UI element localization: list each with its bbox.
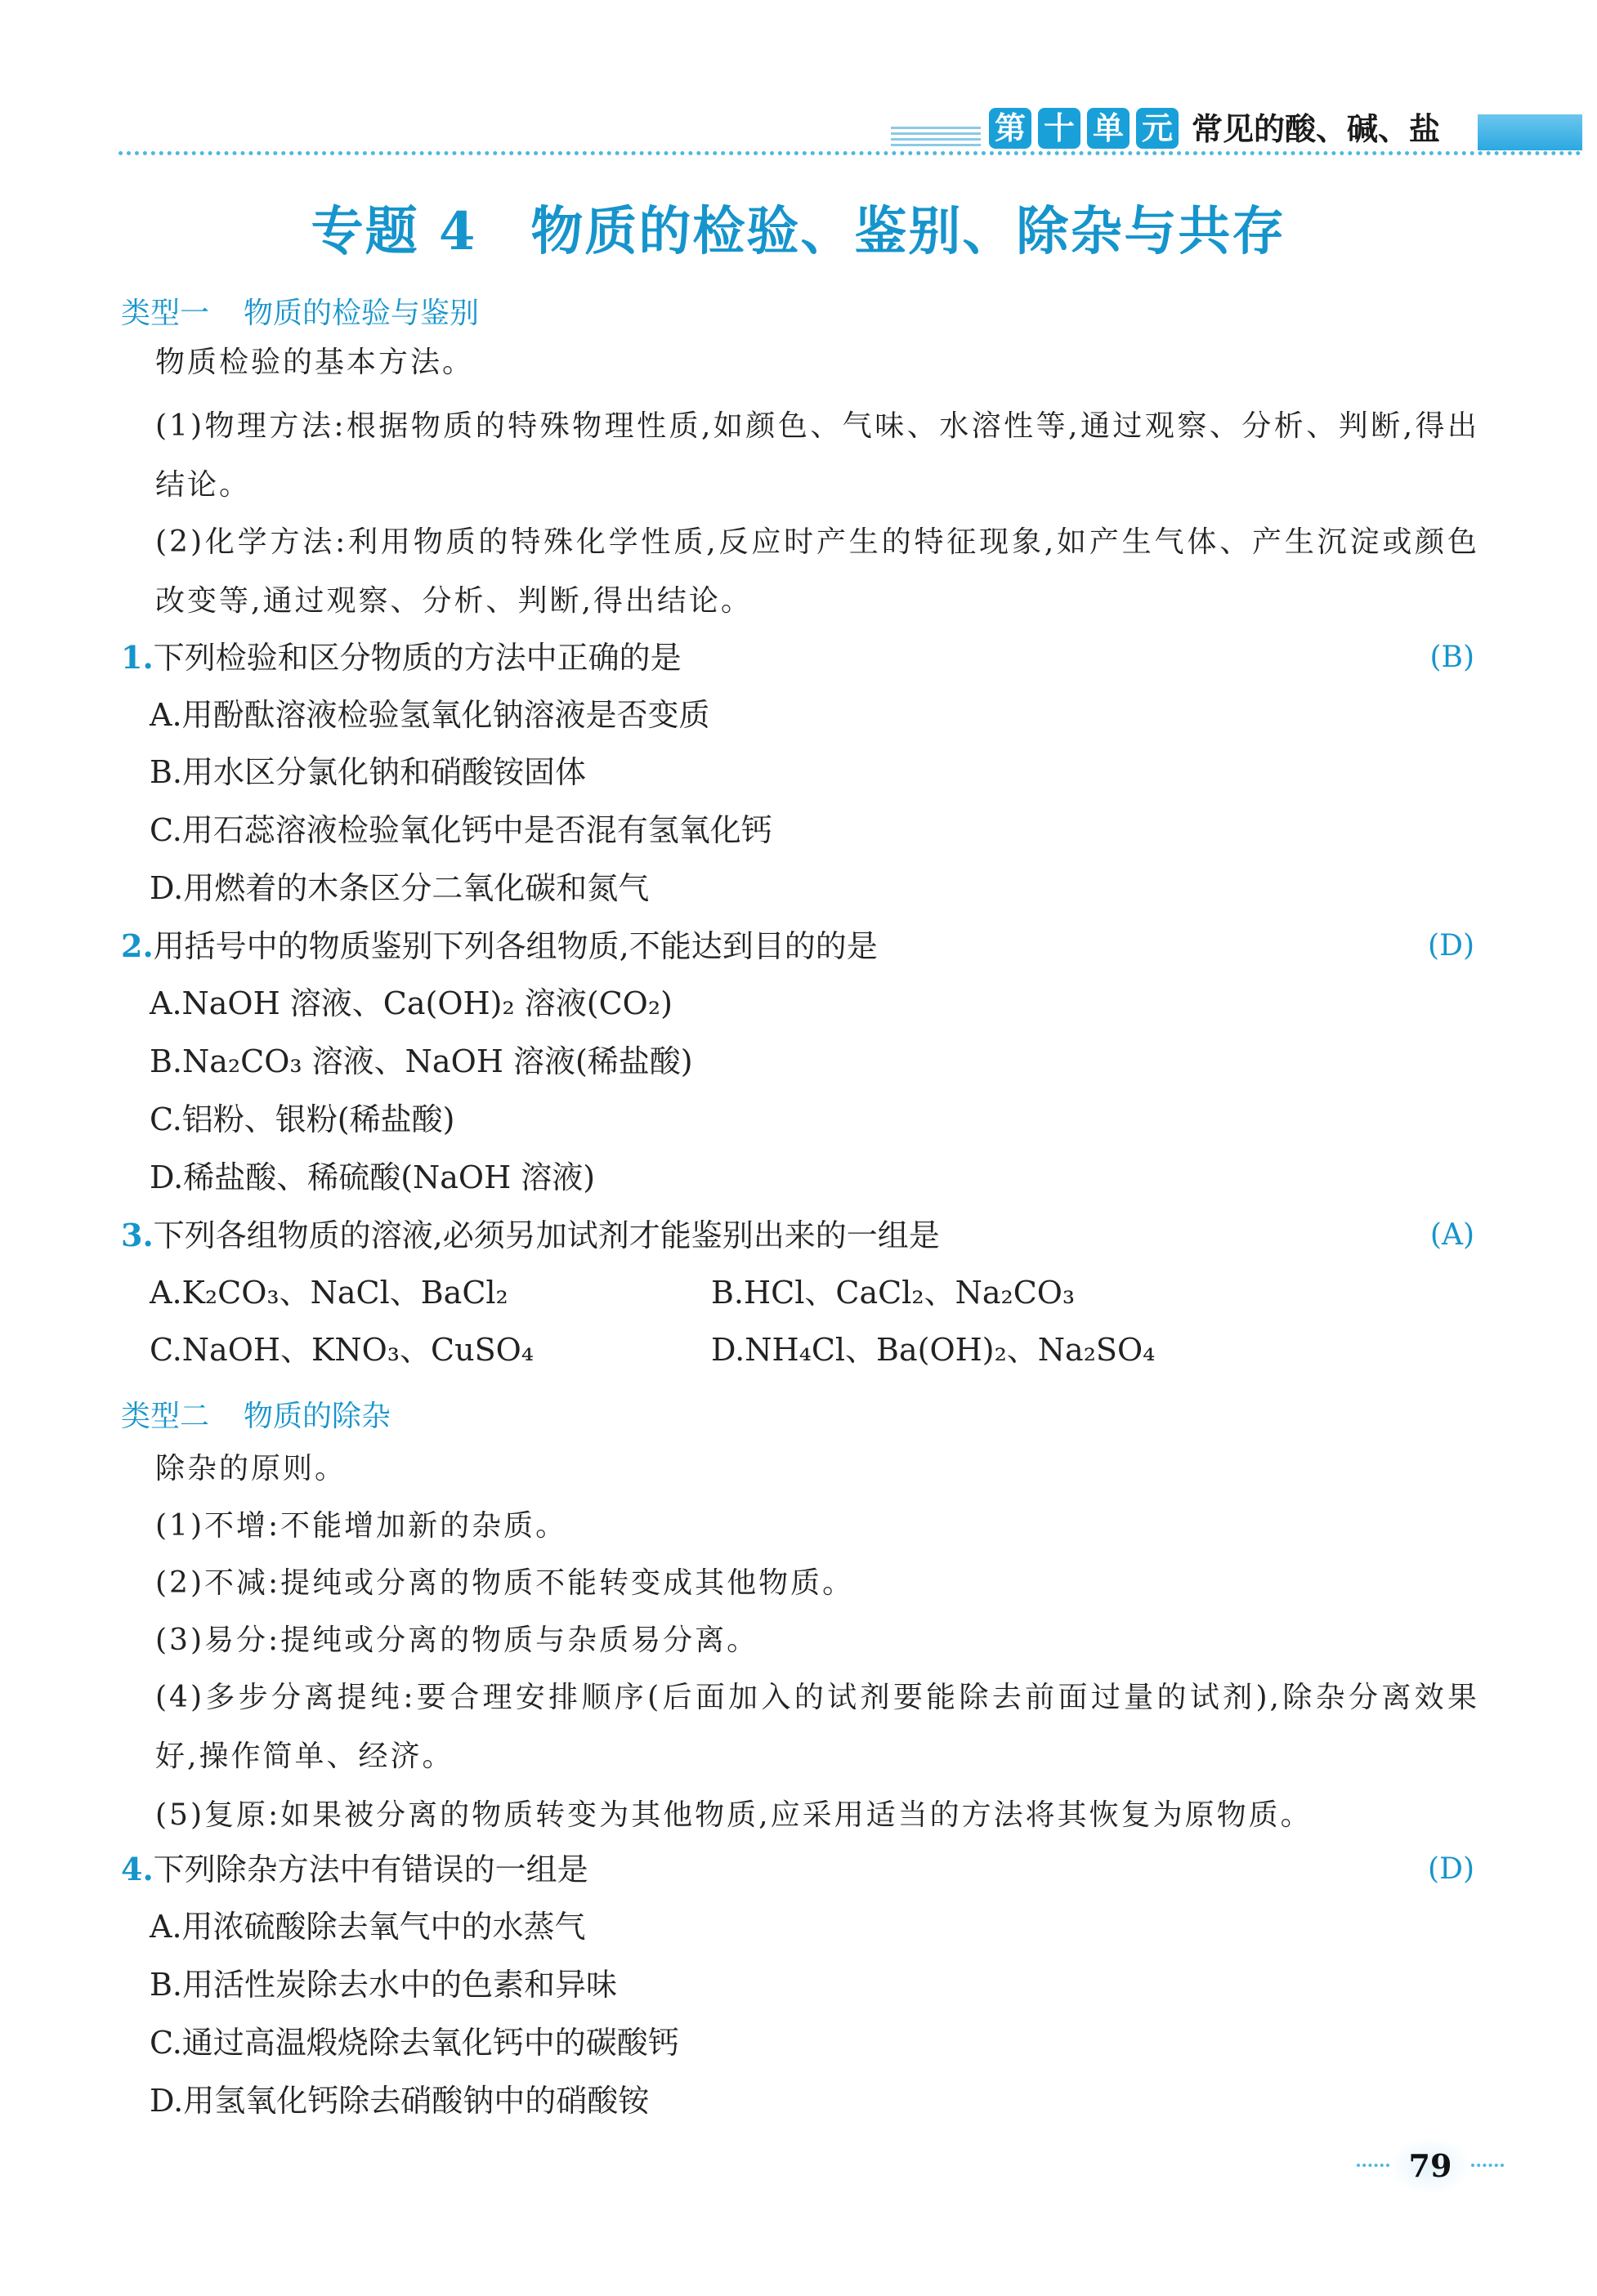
- unit-char-2: 十: [1038, 108, 1080, 149]
- page-number: 79: [1389, 2137, 1471, 2195]
- intro2-p3: (2)不减:提纯或分离的物质不能转变成其他物质。: [155, 1566, 855, 1600]
- section-title: 物质的检验与鉴别: [244, 297, 480, 330]
- question-1: [121, 633, 682, 682]
- question-2: [121, 922, 878, 971]
- option-1a: A.用酚酞溶液检验氢氧化钠溶液是否变质: [150, 697, 710, 733]
- intro1-p3: (2)化学方法:利用物质的特殊化学性质,反应时产生的特征现象,如产生气体、产生沉淀或颜色改变等,通过观察、分析、判断,得出结论。: [155, 525, 1479, 618]
- option-2c: C.铝粉、银粉(稀盐酸): [150, 1101, 455, 1137]
- option-1d: D.用燃着的木条区分二氧化碳和氮气: [150, 870, 650, 906]
- question-3: [121, 1211, 940, 1260]
- unit-title: 常见的酸、碱、盐: [1192, 111, 1441, 147]
- option-4b: B.用活性炭除去水中的色素和异味: [150, 1967, 618, 2003]
- option-2a: A.NaOH 溶液、Ca(OH)₂ 溶液(CO₂): [150, 985, 673, 1021]
- header-accent-bar: [1478, 114, 1582, 150]
- option-3a: A.K₂CO₃、NaCl、BaCl₂: [150, 1275, 508, 1311]
- question-stem: 下列除杂方法中有错误的一组是: [153, 1852, 588, 1887]
- section-label: 类型二: [121, 1400, 210, 1433]
- question-number: 3.: [121, 1217, 154, 1253]
- answer-4: (D): [1428, 1852, 1474, 1886]
- option-4d: D.用氢氧化钙除去硝酸钠中的硝酸铵: [150, 2083, 650, 2119]
- page-number-decoration-right: [1471, 2164, 1504, 2167]
- intro2-p6: (5)复原:如果被分离的物质转变为其他物质,应采用适当的方法将其恢复为原物质。: [155, 1798, 1313, 1832]
- option-3d: D.NH₄Cl、Ba(OH)₂、Na₂SO₄: [711, 1332, 1156, 1368]
- page-title: 专题 4 物质的检验、鉴别、除杂与共存: [311, 201, 1286, 262]
- intro1-p1: 物质检验的基本方法。: [155, 346, 475, 379]
- answer-1: (B): [1429, 641, 1474, 674]
- question-number: 4.: [121, 1851, 154, 1887]
- question-number: 1.: [121, 639, 154, 676]
- intro1-p2: (1)物理方法:根据物质的特殊物理性质,如颜色、气味、水溶性等,通过观察、分析、判断,得出结论。: [155, 409, 1479, 502]
- question-stem: 下列各组物质的溶液,必须另加试剂才能鉴别出来的一组是: [153, 1217, 940, 1253]
- option-1c: C.用石蕊溶液检验氧化钙中是否混有氢氧化钙: [150, 812, 772, 848]
- question-number: 2.: [121, 927, 154, 964]
- question-stem: 用括号中的物质鉴别下列各组物质,不能达到目的的是: [153, 928, 878, 964]
- option-1b: B.用水区分氯化钠和硝酸铵固体: [150, 754, 587, 790]
- header-divider: [119, 151, 1581, 155]
- intro2-p1: 除杂的原则。: [155, 1452, 347, 1485]
- answer-2: (D): [1428, 929, 1474, 963]
- option-2d: D.稀盐酸、稀硫酸(NaOH 溶液): [150, 1159, 596, 1195]
- unit-char-1: 第: [989, 108, 1031, 149]
- section-heading-2: [121, 1393, 391, 1435]
- unit-char-3: 单: [1087, 108, 1130, 149]
- option-4a: A.用浓硫酸除去氧气中的水蒸气: [150, 1909, 586, 1945]
- option-4c: C.通过高温煅烧除去氧化钙中的碳酸钙: [150, 2025, 679, 2061]
- section-heading-1: [121, 290, 479, 332]
- option-3c: C.NaOH、KNO₃、CuSO₄: [150, 1332, 534, 1368]
- option-2b: B.Na₂CO₃ 溶液、NaOH 溶液(稀盐酸): [150, 1043, 693, 1079]
- option-3b: B.HCl、CaCl₂、Na₂CO₃: [711, 1275, 1076, 1311]
- page-number-badge: [1357, 2137, 1504, 2195]
- intro2-p2: (1)不增:不能增加新的杂质。: [155, 1509, 568, 1543]
- intro2-p5: (4)多步分离提纯:要合理安排顺序(后面加入的试剂要能除去前面过量的试剂),除杂分离效果好,操作简单、经济。: [155, 1681, 1479, 1773]
- intro2-p4: (3)易分:提纯或分离的物质与杂质易分离。: [155, 1624, 759, 1657]
- header-decoration: [891, 127, 981, 148]
- question-4: [121, 1845, 588, 1894]
- answer-3: (A): [1429, 1218, 1474, 1252]
- section-title: 物质的除杂: [244, 1400, 391, 1433]
- page-number-decoration-left: [1357, 2164, 1389, 2167]
- section-label: 类型一: [121, 297, 210, 330]
- unit-char-4: 元: [1136, 108, 1179, 149]
- question-stem: 下列检验和区分物质的方法中正确的是: [153, 640, 682, 676]
